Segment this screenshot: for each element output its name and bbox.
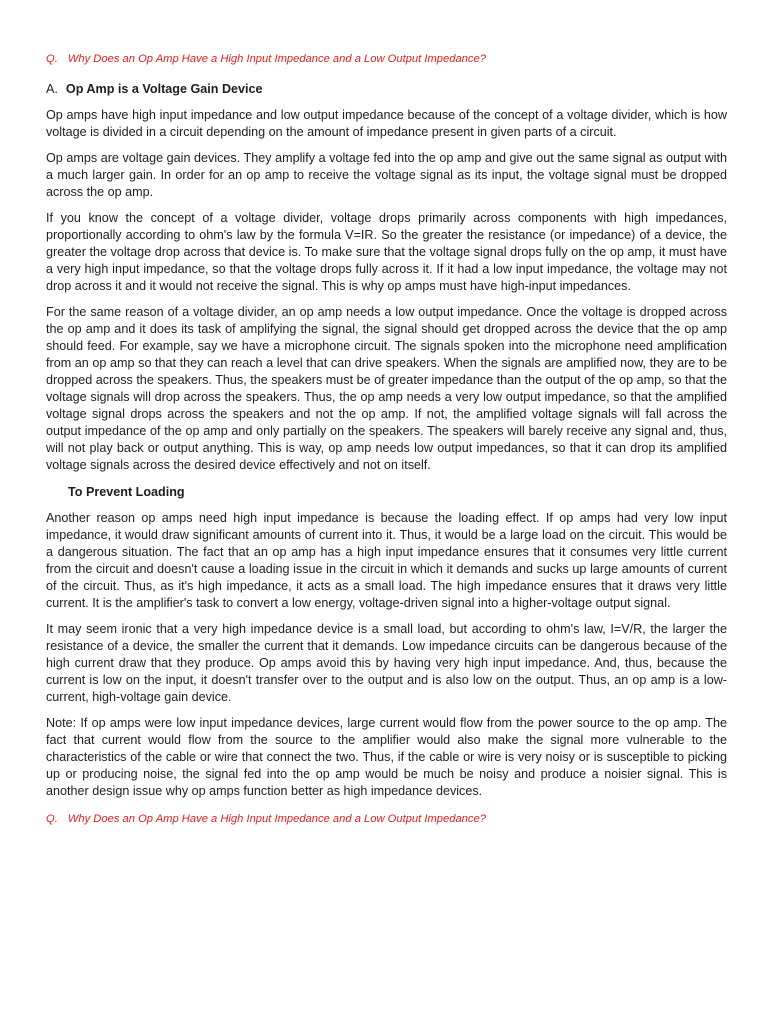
paragraph-high-input-impedance: If you know the concept of a voltage divider, voltage drops primarily across components with high impedances, proportionally according to ohm's law by the formula V=IR. So the greater the resistance (or impedance) of a device, the greater the voltage drop across that device is. To make sure that the voltage signal drops fully on the op amp, it must have a very high input impedance, so that the voltage drops fully across it. If it had a low input impedance, the voltage may not drop across it and it would not receive the signal. This is why op amps must have high-input impedances. — [46, 211, 727, 293]
section-heading-loading: To Prevent Loading — [68, 485, 185, 499]
answer-heading — [46, 81, 727, 98]
question-text: Why Does an Op Amp Have a High Input Impedance and a Low Output Impedance? — [67, 813, 486, 825]
paragraph-voltage-divider: Op amps have high input impedance and low output impedance because of the concept of a voltage divider, which is how voltage is divided in a circuit depending on the amount of impedance present in given parts of a circuit. — [46, 108, 727, 139]
answer-label: A. — [46, 82, 58, 96]
question-heading-bottom — [46, 812, 727, 827]
question-label: Q. — [46, 813, 58, 825]
question-text: Why Does an Op Amp Have a High Input Impedance and a Low Output Impedance? — [67, 53, 486, 65]
paragraph-ohms-law: It may seem ironic that a very high impedance device is a small load, but according to ohm's law, I=V/R, the larger the resistance of a device, the smaller the current that it demands. Low impedance circuits can be dangerous because of the high current draw that they produce. Op amps avoid this by having very high input impedance. And, thus, because the current is low on the input, it doesn't transfer over to the output and is also low on the output. Thus, an op amp is a low-current, high-voltage gain device. — [46, 622, 727, 704]
question-heading-top — [46, 52, 727, 67]
paragraph-loading-effect: Another reason op amps need high input impedance is because the loading effect. If op amps had very low input impedance, it would draw significant amounts of current into it. Thus, it would be a large load on the circuit. This would be a dangerous situation. The fact that an op amp has a high input impedance ensures that it consumes very little current from the circuit and doesn't cause a loading issue in the circuit in which it demands and sucks up large amounts of current of the circuit. Thus, as it's high impedance, it acts as a small load. The high impedance ensures that it draws very little current. It is the amplifier's task to convert a low energy, voltage-driven signal into a higher-voltage output signal. — [46, 511, 727, 610]
paragraph-voltage-gain: Op amps are voltage gain devices. They amplify a voltage fed into the op amp and give out the same signal as output with a much larger gain. In order for an op amp to receive the voltage signal as its input, the voltage signal must be dropped across the op amp. — [46, 151, 727, 199]
answer-title: Op Amp is a Voltage Gain Device — [65, 82, 263, 96]
document-page — [46, 52, 727, 827]
paragraph-note: Note: If op amps were low input impedance devices, large current would flow from the power source to the op amp. The fact that current would flow from the source to the amplifier would also make the signal more vulnerable to the characteristics of the cable or wire that connect the two. Thus, if the cable or wire is very noisy or is susceptible to picking up or producing noise, the signal fed into the op amp would be much be noisy and produce a noisier signal. This is another design issue why op amps function better as high impedance devices. — [46, 716, 727, 798]
question-label: Q. — [46, 53, 58, 65]
paragraph-low-output-impedance: For the same reason of a voltage divider, an op amp needs a low output impedance. Once the voltage is dropped across the op amp and it does its task of amplifying the signal, the signal should get dropped across the device that the op amp should feed. For example, say we have a microphone circuit. The signals spoken into the microphone need amplification from an op amp so that they can reach a level that can drive speakers. When the signals are amplified now, they are to be dropped across the speakers. Thus, the speakers must be of greater impedance than the output of the op amp, so that the voltage signals will drop across the speakers. Thus, the op amp needs a very low output impedance, so that the amplified voltage signal drops across the speakers and not the op amp. If not, the amplified voltage signals will fall across the output impedance of the op amp and only partially on the speakers. The speakers will barely receive any signal and, thus, will not play back or output anything. This is way, op amp needs low output impedances, so that it can drop its amplified voltage signals across the desired device effectively and not on itself. — [46, 305, 727, 472]
